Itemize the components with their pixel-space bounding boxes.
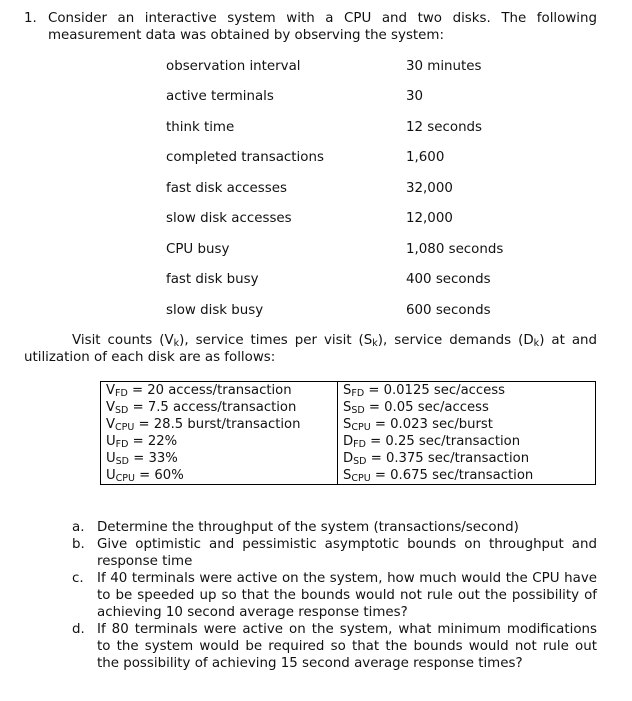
subscript: k: [173, 338, 180, 349]
question-text: If 80 terminals were active on the system, what minimum modifications to the system would be required so that the bounds would not rule out the possibility of achieving 15 second average response times?: [97, 622, 597, 671]
measurement-value: 32,000: [406, 181, 453, 196]
question-item: [72, 536, 597, 570]
cell-value: = 60%: [134, 468, 184, 483]
measurement-row: [166, 211, 526, 229]
subscript: FD: [353, 439, 366, 450]
cell-value: = 7.5 access/transaction: [128, 400, 297, 415]
table-cell: [101, 382, 338, 400]
problem-statement: [24, 10, 597, 44]
table-row: [101, 399, 596, 416]
question-letter: d.: [72, 622, 85, 637]
measurement-label: fast disk accesses: [166, 181, 287, 196]
measurement-label: CPU busy: [166, 242, 230, 257]
table-row: [101, 433, 596, 450]
measurement-value: 400 seconds: [406, 272, 491, 287]
measurement-value: 12,000: [406, 211, 453, 226]
visit-counts-paragraph: [24, 332, 597, 366]
table-row: [101, 416, 596, 433]
measurement-row: [166, 181, 526, 199]
table-cell: [338, 467, 596, 485]
table-cell: [101, 399, 338, 416]
question-item: [72, 519, 597, 536]
cell-value: = 0.675 sec/transaction: [370, 468, 534, 483]
symbol: S: [343, 468, 352, 483]
cell-value: = 0.375 sec/transaction: [366, 451, 530, 466]
table-row: [101, 450, 596, 467]
table-cell: [338, 399, 596, 416]
subscript: CPU: [115, 422, 135, 433]
cell-value: = 0.0125 sec/access: [364, 383, 506, 398]
symbol: D: [343, 451, 354, 466]
question-text: If 40 terminals were active on the system, how much would the CPU have to be speeded up so that the bounds would not rule out the possibility of achieving 10 second average response times?: [97, 571, 597, 620]
measurement-row: [166, 59, 526, 77]
measurement-row: [166, 272, 526, 290]
visit-text: ), service times per visit (S: [179, 333, 373, 348]
measurement-value: 30 minutes: [406, 59, 482, 74]
measurement-row: [166, 120, 526, 138]
subscript: k: [533, 338, 540, 349]
measurement-label: slow disk accesses: [166, 211, 292, 226]
cell-value: = 20 access/transaction: [127, 383, 292, 398]
symbol: U: [106, 434, 116, 449]
table-cell: [101, 467, 338, 485]
subscript: k: [372, 338, 378, 349]
subscript: SD: [115, 405, 129, 416]
table-cell: [338, 433, 596, 450]
problem-intro-text: Consider an interactive system with a CPU and two disks. The following measurement data was obtained by observing the system:: [48, 11, 597, 43]
measurement-label: completed transactions: [166, 150, 324, 165]
question-text: Determine the throughput of the system (transactions/second): [97, 520, 519, 535]
subscript: SD: [351, 405, 365, 416]
table-cell: [101, 450, 338, 467]
subscript: CPU: [351, 473, 371, 484]
symbol: D: [343, 434, 354, 449]
subscript: FD: [115, 388, 128, 399]
measurement-value: 30: [406, 89, 424, 104]
cell-value: = 28.5 burst/transaction: [134, 417, 301, 432]
cell-value: = 33%: [129, 451, 178, 466]
measurement-label: observation interval: [166, 59, 301, 74]
subscript: CPU: [115, 473, 135, 484]
question-letter: c.: [72, 571, 84, 586]
table-row: [101, 467, 596, 485]
measurement-row: [166, 242, 526, 260]
symbol: V: [106, 383, 116, 398]
table-cell: [101, 433, 338, 450]
subscript: FD: [351, 388, 365, 399]
measurement-row: [166, 303, 526, 321]
cell-value: = 22%: [128, 434, 178, 449]
question-letter: a.: [72, 520, 85, 535]
symbol: S: [343, 417, 352, 432]
measurement-row: [166, 89, 526, 107]
measurement-label: fast disk busy: [166, 272, 259, 287]
measurement-value: 1,080 seconds: [406, 242, 504, 257]
cell-value: = 0.05 sec/access: [364, 400, 489, 415]
measurement-label: slow disk busy: [166, 303, 264, 318]
symbol: V: [106, 417, 116, 432]
subscript: FD: [115, 439, 129, 450]
measurement-label: think time: [166, 120, 235, 135]
measurement-row: [166, 150, 526, 168]
question-list: [72, 519, 597, 672]
symbol: S: [343, 383, 352, 398]
table-cell: [338, 450, 596, 467]
subscript: SD: [353, 456, 367, 467]
table-cell: [101, 416, 338, 433]
visit-text: ) at and utilization of each disk are as follows:: [24, 333, 598, 365]
measurement-label: active terminals: [166, 89, 274, 104]
measurement-value: 1,600: [406, 150, 445, 165]
symbol: S: [343, 400, 352, 415]
question-text: Give optimistic and pessimistic asymptotic bounds on throughput and response time: [97, 537, 597, 569]
measurement-value: 12 seconds: [406, 120, 483, 135]
visit-text: ), service demands (D: [377, 333, 534, 348]
question-item: [72, 570, 597, 621]
visit-text: Visit counts (V: [72, 333, 174, 348]
cell-value: = 0.25 sec/transaction: [365, 434, 521, 449]
symbol: U: [106, 468, 116, 483]
parameter-table: [100, 381, 596, 485]
question-letter: b.: [72, 537, 85, 552]
symbol: V: [106, 400, 116, 415]
problem-number: 1.: [24, 11, 37, 26]
table-cell: [338, 382, 596, 400]
symbol: U: [106, 451, 116, 466]
subscript: SD: [115, 456, 130, 467]
table-row: [101, 382, 596, 400]
cell-value: = 0.023 sec/burst: [370, 417, 493, 432]
measurement-value: 600 seconds: [406, 303, 491, 318]
table-cell: [338, 416, 596, 433]
question-item: [72, 621, 597, 672]
subscript: CPU: [351, 422, 371, 433]
